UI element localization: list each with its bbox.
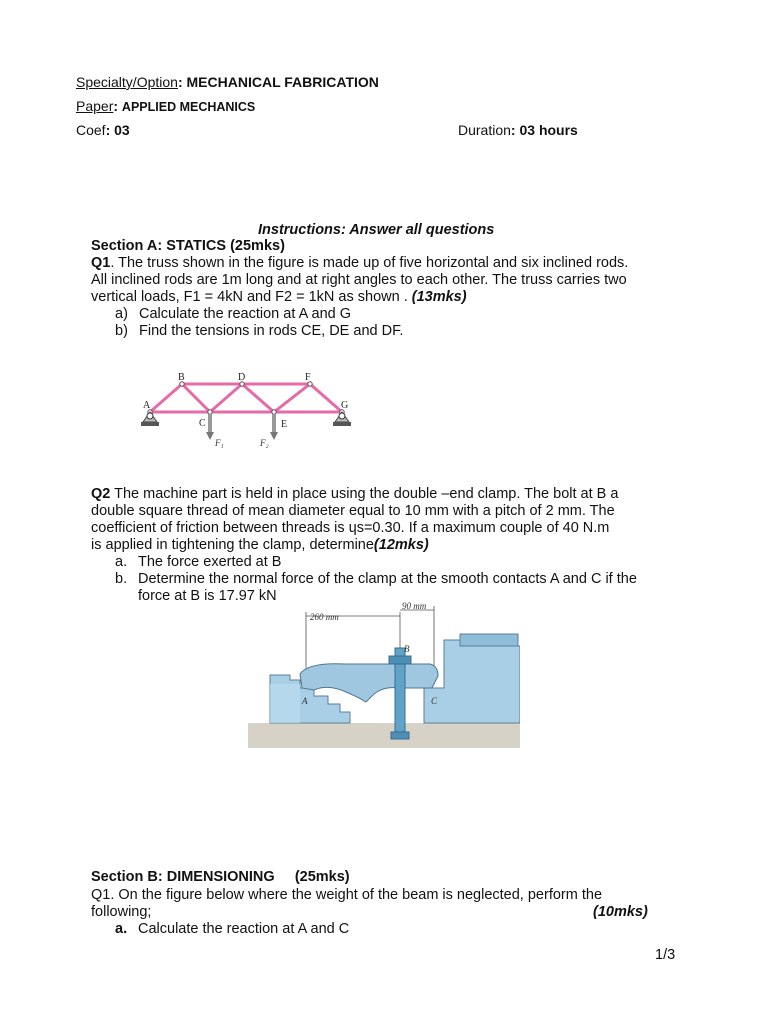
load-label-f1: F₁ bbox=[215, 438, 224, 448]
q2-text-4: is applied in tightening the clamp, determine bbox=[91, 537, 374, 553]
q1-item-a-text: Calculate the reaction at A and G bbox=[139, 306, 351, 322]
label-a: A bbox=[302, 696, 308, 706]
q2-text-1: The machine part is held in place using the double –end clamp. The bolt at B a bbox=[110, 486, 619, 502]
coef-value: 03 bbox=[114, 122, 130, 138]
paper-line: Paper: APPLIED MECHANICS bbox=[76, 98, 256, 114]
truss-members bbox=[150, 384, 342, 412]
web-members bbox=[150, 384, 342, 412]
bolt-nut bbox=[389, 656, 411, 664]
label-b: B bbox=[404, 644, 410, 654]
section-b-item-a-marker: a. bbox=[115, 921, 128, 937]
q1-item-b-marker: b) bbox=[115, 323, 128, 339]
q2-line-2: double square thread of mean diameter equal to 10 mm with a pitch of 2 mm. The bbox=[91, 503, 615, 519]
specialty-label: Specialty/Option bbox=[76, 74, 178, 90]
floor-base bbox=[248, 723, 520, 748]
q1-line-1 bbox=[91, 255, 628, 272]
node-label-f: F bbox=[305, 372, 311, 383]
node-label-d: D bbox=[238, 372, 246, 383]
node-label-c: C bbox=[199, 418, 206, 429]
q2-item-b-cont: force at B is 17.97 kN bbox=[138, 588, 277, 604]
label-c: C bbox=[431, 696, 438, 706]
load-label-f2: F₂ bbox=[260, 438, 269, 448]
section-b-title: Section B: DIMENSIONING (25mks) bbox=[91, 869, 350, 885]
q1-label: Q1 bbox=[91, 255, 111, 271]
q1-text-1: . The truss shown in the figure is made up of five horizontal and six inclined rods. bbox=[110, 255, 629, 271]
bolt-head bbox=[391, 732, 409, 739]
right-block-c bbox=[424, 640, 520, 723]
q2-item-a-text: The force exerted at B bbox=[138, 554, 282, 570]
q2-item-b-text: Determine the normal force of the clamp at the smooth contacts A and C if the bbox=[138, 571, 637, 587]
q2-item-a-marker: a. bbox=[115, 554, 128, 570]
right-block-top bbox=[460, 634, 518, 646]
specialty-value: MECHANICAL FABRICATION bbox=[186, 74, 379, 90]
specialty-line: Specialty/Option: MECHANICAL FABRICATION bbox=[76, 74, 379, 90]
q2-marks: (12mks) bbox=[373, 537, 429, 553]
section-b-item-a bbox=[115, 921, 350, 938]
q1-marks: (13mks) bbox=[411, 289, 467, 305]
left-block-face bbox=[270, 684, 300, 723]
duration-value: 03 hours bbox=[519, 122, 578, 138]
q2-label: Q2 bbox=[91, 486, 111, 502]
support-a bbox=[141, 412, 159, 426]
section-a-title: Section A: STATICS (25mks) bbox=[91, 238, 285, 254]
page-number: 1/3 bbox=[655, 947, 676, 963]
support-g bbox=[333, 412, 351, 426]
section-b-q1-marks: (10mks) bbox=[593, 904, 648, 920]
q1-line-2: All inclined rods are 1m long and at right angles to each other. The truss carries two bbox=[91, 272, 627, 288]
clamp-figure bbox=[248, 600, 520, 748]
q1-text-3: vertical loads, F1 = 4kN and F2 = 1kN as shown . bbox=[91, 289, 412, 305]
q2-item-b-marker: b. bbox=[115, 571, 128, 587]
coef-line: Coef: 03 bbox=[76, 122, 130, 138]
instructions-title: Instructions: Answer all questions bbox=[258, 222, 495, 238]
paper-value: APPLIED MECHANICS bbox=[121, 100, 256, 114]
q1-item-b bbox=[115, 323, 404, 340]
q1-line-3 bbox=[91, 289, 467, 306]
q2-line-1 bbox=[91, 486, 618, 503]
node-label-a: A bbox=[143, 400, 151, 411]
q2-line-4 bbox=[91, 537, 429, 554]
load-f2-arrow bbox=[270, 414, 278, 440]
section-b-q1-line-2: following; bbox=[91, 904, 152, 920]
q2-line-3: coefficient of friction between threads is ɥs=0.30. If a maximum couple of 40 N.m bbox=[91, 520, 610, 536]
node-label-g: G bbox=[341, 400, 349, 411]
duration-line: Duration: 03 hours bbox=[458, 122, 578, 138]
section-b-item-a-text: Calculate the reaction at A and C bbox=[138, 921, 350, 937]
node-label-b: B bbox=[178, 372, 185, 383]
q2-item-b bbox=[115, 571, 637, 588]
load-f1-arrow bbox=[206, 414, 214, 440]
dim-90mm: 90 mm bbox=[402, 601, 427, 611]
q1-item-a bbox=[115, 306, 351, 323]
node-label-e: E bbox=[281, 419, 288, 430]
dim-260mm: 260 mm bbox=[310, 612, 339, 622]
coef-label: Coef bbox=[76, 122, 106, 138]
q1-item-b-text: Find the tensions in rods CE, DE and DF. bbox=[139, 323, 404, 339]
truss-figure bbox=[138, 370, 353, 452]
paper-label: Paper bbox=[76, 98, 114, 114]
q1-item-a-marker: a) bbox=[115, 306, 128, 322]
duration-label: Duration bbox=[458, 122, 511, 138]
section-b-q1-line-1: Q1. On the figure below where the weight of the beam is neglected, perform the bbox=[91, 887, 603, 903]
q2-item-a bbox=[115, 554, 282, 571]
